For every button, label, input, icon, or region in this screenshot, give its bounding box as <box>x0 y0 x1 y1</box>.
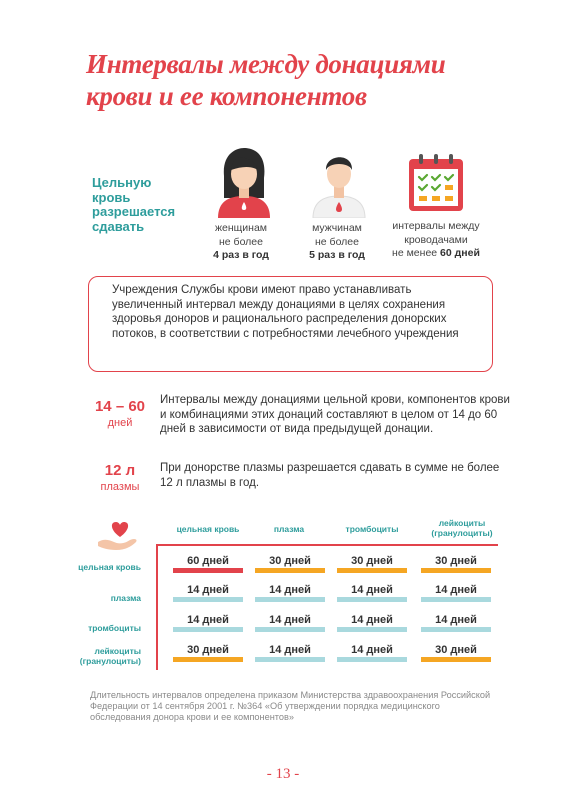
table-cell-bar <box>173 657 243 662</box>
table-cell-bar <box>421 597 491 602</box>
table-cell-value: 30 дней <box>187 644 229 656</box>
table-cell-value: 14 дней <box>269 584 311 596</box>
fact2-figure <box>84 462 156 494</box>
heart-hand-icon <box>96 520 144 552</box>
table-cell-bar <box>337 597 407 602</box>
interval-limit: 60 дней <box>440 247 480 259</box>
table-cell-bar <box>255 657 325 662</box>
table-cell-bar <box>337 568 407 573</box>
table-cell <box>337 644 407 662</box>
man-donor-icon <box>309 146 369 218</box>
fact1-number: 14 – 60 <box>94 398 146 415</box>
table-cell <box>255 614 325 632</box>
fact1-unit: дней <box>107 417 133 429</box>
table-cell <box>337 584 407 602</box>
col-header-platelets: тромбоциты <box>345 524 399 534</box>
men-caption <box>292 222 382 263</box>
fact2-text: При донорстве плазмы разрешается сдавать в сумме не более 12 л плазмы в год. <box>160 462 500 489</box>
table-cell-bar <box>337 657 407 662</box>
table-cell-value: 30 дней <box>435 555 477 567</box>
table-cell-value: 30 дней <box>435 644 477 656</box>
fact2-unit: плазмы <box>100 481 140 493</box>
men-line2: не более <box>315 235 359 248</box>
table-cell <box>421 644 491 662</box>
table-cell-bar <box>255 597 325 602</box>
table-cell <box>337 555 407 573</box>
table-cell <box>173 614 243 632</box>
table-cell <box>421 555 491 573</box>
table-axis-left <box>156 544 158 670</box>
table-cell <box>173 555 243 573</box>
notice-text: Учреждения Службы крови имеют право устанавливать увеличенный интервал между донациями в целях сохранения здоровья доноров и рационального распределения донорских потоков, в соответствии с потребностями лечебного учреждения <box>112 284 459 340</box>
table-cell-bar <box>421 627 491 632</box>
col-header-whole-blood: цельная кровь <box>176 524 240 534</box>
row-header-platelets: тромбоциты <box>88 623 141 633</box>
table-cell-value: 30 дней <box>269 555 311 567</box>
table-cell-bar <box>421 568 491 573</box>
women-caption <box>196 222 286 263</box>
table-cell-value: 14 дней <box>435 614 477 626</box>
row-header-plasma: плазма <box>110 593 141 603</box>
table-cell <box>255 644 325 662</box>
table-cell-bar <box>255 627 325 632</box>
table-cell-value: 14 дней <box>269 614 311 626</box>
table-cell-value: 60 дней <box>187 555 229 567</box>
row-header-leukocytes: лейкоциты (гранулоциты) <box>79 646 141 666</box>
table-cell <box>337 614 407 632</box>
calendar-icon <box>407 153 465 213</box>
fact2-number: 12 л <box>104 462 136 479</box>
table-axis-top <box>156 544 498 546</box>
table-cell-value: 14 дней <box>187 584 229 596</box>
col-header-plasma: плазма <box>273 524 305 534</box>
row-header-whole-blood: цельная кровь <box>78 562 141 572</box>
fact1-text: Интервалы между донациями цельной крови, компонентов крови и комбинациями этих донаций составляют в целом от 14 до 60 дней в зависимости от вида предыдущей донации. <box>160 394 510 436</box>
footnote: Длительность интервалов определена приказом Министерства здравоохранения Российской Федерации от 14 сентября 2001 г. №364 «Об утверждении порядка медицинского обследования донора крови и ее компонентов» <box>90 690 491 723</box>
page-title: Интервалы между донациями крови и ее компонентов <box>86 49 446 111</box>
interval-line1: интервалы между <box>392 220 480 232</box>
fact1-figure <box>84 398 156 430</box>
table-cell-bar <box>255 568 325 573</box>
table-cell <box>421 584 491 602</box>
table-cell-value: 14 дней <box>187 614 229 626</box>
women-line2: не более <box>219 235 263 248</box>
allowed-label: Цельную кровь разрешается сдавать <box>92 175 176 234</box>
table-cell-bar <box>337 627 407 632</box>
table-cell <box>173 644 243 662</box>
table-cell-bar <box>173 597 243 602</box>
table-cell-bar <box>173 568 243 573</box>
table-cell <box>255 555 325 573</box>
table-cell-value: 14 дней <box>351 644 393 656</box>
table-cell-bar <box>421 657 491 662</box>
interval-line3: не менее <box>392 247 438 259</box>
table-cell-value: 14 дней <box>435 584 477 596</box>
woman-donor-icon <box>214 146 274 218</box>
interval-caption <box>384 220 488 261</box>
table-cell <box>173 584 243 602</box>
men-limit: 5 раз в год <box>309 249 365 261</box>
women-line1: женщинам <box>214 222 268 234</box>
table-cell <box>421 614 491 632</box>
table-cell-bar <box>173 627 243 632</box>
men-line1: мужчинам <box>312 222 362 234</box>
women-limit: 4 раз в год <box>213 249 269 261</box>
table-cell-value: 14 дней <box>351 614 393 626</box>
table-cell <box>255 584 325 602</box>
table-cell-value: 14 дней <box>351 584 393 596</box>
table-cell-value: 30 дней <box>351 555 393 567</box>
col-header-leukocytes: лейкоциты (гранулоциты) <box>431 518 493 538</box>
table-cell-value: 14 дней <box>269 644 311 656</box>
page-number: - 13 - <box>266 766 300 782</box>
interval-line2: кроводачами <box>404 233 468 246</box>
